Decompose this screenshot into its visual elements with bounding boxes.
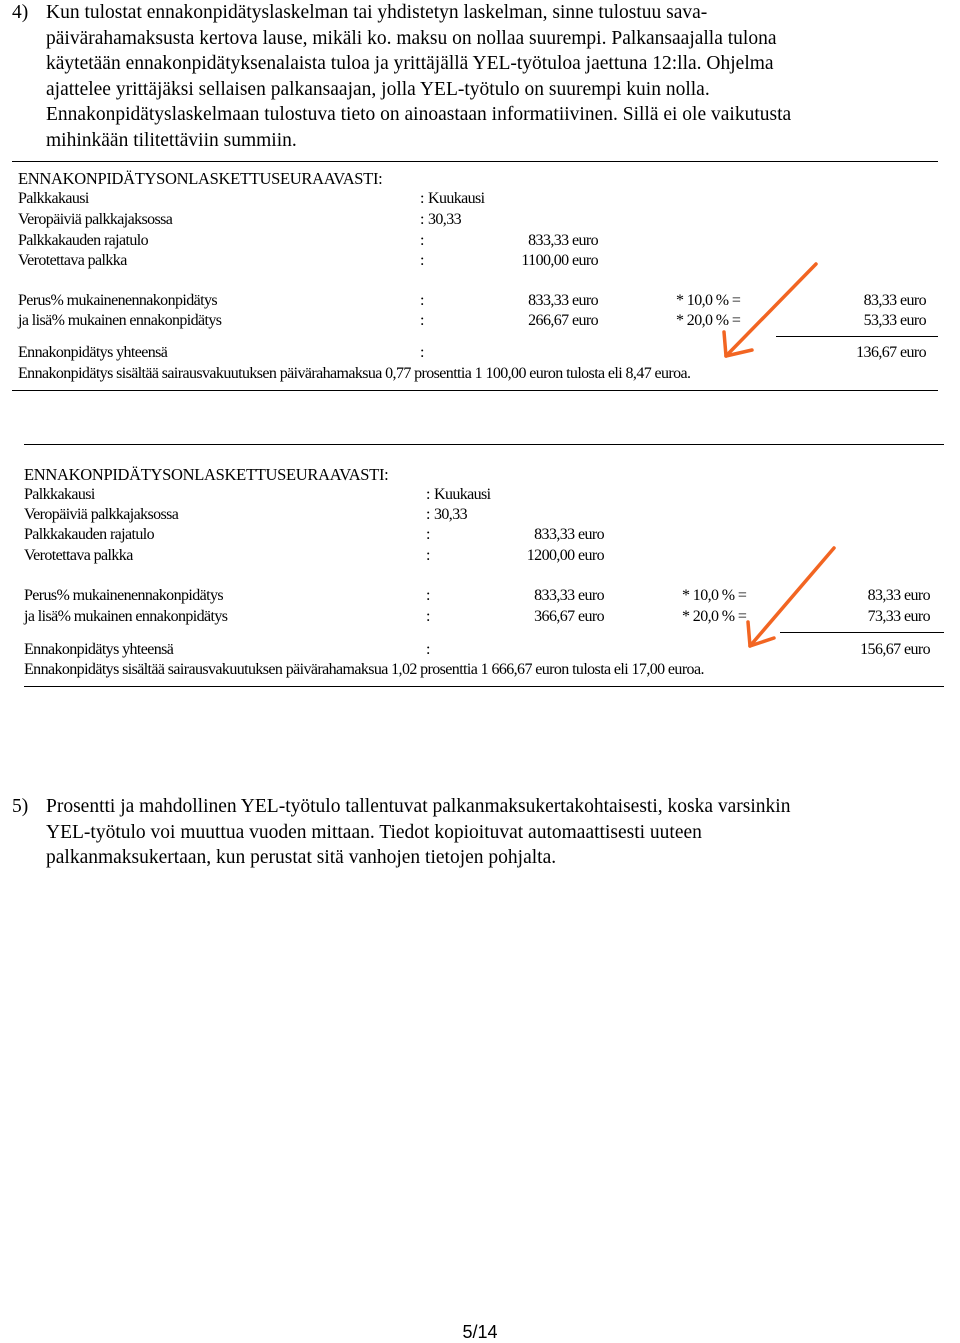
row-amount: 1200,00 euro xyxy=(526,547,604,564)
top-rule xyxy=(12,161,938,162)
text-line: Kun tulostat ennakonpidätyslaskelman tai yhdistetyn laskelman, sinne tulostuu sava- xyxy=(46,2,708,23)
row-value: Kuukausi xyxy=(428,190,485,207)
row-label: Verotettava palkka xyxy=(18,252,127,269)
sickness-insurance-note: Ennakonpidätys sisältää sairausvakuutuksen päivärahamaksua 1,02 prosenttia 1 666,67 euron tulosta eli 17,00 euroa. xyxy=(24,661,704,678)
arrow-shaft xyxy=(726,264,816,356)
row-sep: : xyxy=(426,506,430,523)
row-sep: : xyxy=(426,486,430,503)
orange-arrow-icon xyxy=(742,546,842,651)
calc-title: ENNAKONPIDÄTYSONLASKETTUSEURAAVASTI: xyxy=(24,465,389,484)
total-sep: : xyxy=(420,344,424,361)
row-label: Palkkakausi xyxy=(18,190,89,207)
text-line: päivärahamaksusta kertova lause, mikäli ko. maksu on nollaa suurempi. Palkansaajalla tulona xyxy=(46,27,777,49)
row-value: 30,33 xyxy=(434,506,468,523)
row-value: 30,33 xyxy=(428,211,462,228)
bottom-rule xyxy=(24,686,944,687)
calc-amount: 366,67 euro xyxy=(534,608,604,625)
calc-label: ja lisä% mukainen ennakonpidätys xyxy=(24,608,228,625)
item-text xyxy=(46,794,946,871)
tax-calculation-screenshot-2 xyxy=(4,428,956,710)
calc-amount: 266,67 euro xyxy=(528,312,598,329)
row-label: Palkkakauden rajatulo xyxy=(24,526,155,543)
row-amount: 833,33 euro xyxy=(534,526,604,543)
row-amount: 833,33 euro xyxy=(528,232,598,249)
calc-result: 53,33 euro xyxy=(863,312,926,329)
text-line: YEL-työtulo voi muuttua vuoden mittaan. Tiedot kopioituvat automaattisesti uuteen xyxy=(46,821,702,843)
row-sep: : xyxy=(420,211,424,228)
row-label: Palkkakausi xyxy=(24,486,95,503)
calc-rate: * 20,0 % = xyxy=(676,312,741,329)
item-number: 4) xyxy=(12,2,29,23)
top-rule xyxy=(24,444,944,445)
arrow-shaft xyxy=(750,548,834,646)
total-result: 136,67 euro xyxy=(856,344,926,361)
calc-rate: * 10,0 % = xyxy=(682,587,747,604)
row-sep: : xyxy=(420,190,424,207)
calc-amount: 833,33 euro xyxy=(534,587,604,604)
total-label: Ennakonpidätys yhteensä xyxy=(24,641,174,658)
orange-arrow-icon xyxy=(718,262,818,362)
calc-label: Perus% mukainenennakonpidätys xyxy=(24,587,223,604)
calc-title: ENNAKONPIDÄTYSONLASKETTUSEURAAVASTI: xyxy=(18,169,383,188)
row-label: Veropäiviä palkkajaksossa xyxy=(24,506,179,523)
text-line: Ennakonpidätyslaskelmaan tulostuva tieto on ainoastaan informatiivinen. Sillä ei ole vaikutusta xyxy=(46,104,792,125)
row-value: Kuukausi xyxy=(434,486,491,503)
sickness-insurance-note: Ennakonpidätys sisältää sairausvakuutuksen päivärahamaksua 0,77 prosenttia 1 100,00 euron tulosta eli 8,47 euroa. xyxy=(18,365,691,382)
calc-label: ja lisä% mukainen ennakonpidätys xyxy=(18,312,222,329)
row-sep: : xyxy=(426,526,430,543)
total-label: Ennakonpidätys yhteensä xyxy=(18,344,168,361)
row-label: Veropäiviä palkkajaksossa xyxy=(18,211,173,228)
row-sep: : xyxy=(420,232,424,249)
calc-sep: : xyxy=(426,587,430,604)
calc-label: Perus% mukainenennakonpidätys xyxy=(18,292,217,309)
text-line: ajattelee yrittäjäksi sellaisen palkansaajan, jolla YEL-työtulo on suurempi kuin nolla. xyxy=(46,78,710,100)
total-result: 156,67 euro xyxy=(860,641,930,658)
row-sep: : xyxy=(420,252,424,269)
calc-result: 83,33 euro xyxy=(863,292,926,309)
calc-sep: : xyxy=(426,608,430,625)
calc-rate: * 10,0 % = xyxy=(676,292,741,309)
text-line: käytetään ennakonpidätyksenalaista tuloa ja yrittäjällä YEL-työtuloa jaettuna 12:lla. Ohjelma xyxy=(46,53,774,74)
row-label: Palkkakauden rajatulo xyxy=(18,232,149,249)
calc-amount: 833,33 euro xyxy=(528,292,598,309)
bottom-rule xyxy=(12,390,938,391)
calc-sep: : xyxy=(420,292,424,309)
row-amount: 1100,00 euro xyxy=(521,252,598,269)
item-number: 5) xyxy=(12,796,29,817)
calc-result: 83,33 euro xyxy=(867,587,930,604)
row-sep: : xyxy=(426,547,430,564)
calc-sep: : xyxy=(420,312,424,329)
page-number: 5/14 xyxy=(462,1322,498,1342)
text-line: Prosentti ja mahdollinen YEL-työtulo tallentuvat palkanmaksukertakohtaisesti, koska varsinkin xyxy=(46,796,791,817)
text-line: mihinkään tilitettäviin summiin. xyxy=(46,129,297,151)
row-label: Verotettava palkka xyxy=(24,547,133,564)
text-line: palkanmaksukertaan, kun perustat sitä vanhojen tietojen pohjalta. xyxy=(46,847,557,868)
tax-calculation-screenshot-1 xyxy=(0,158,940,420)
calc-result: 73,33 euro xyxy=(867,608,930,625)
item-text xyxy=(46,0,946,153)
calc-rate: * 20,0 % = xyxy=(682,608,747,625)
total-sep: : xyxy=(426,641,430,658)
